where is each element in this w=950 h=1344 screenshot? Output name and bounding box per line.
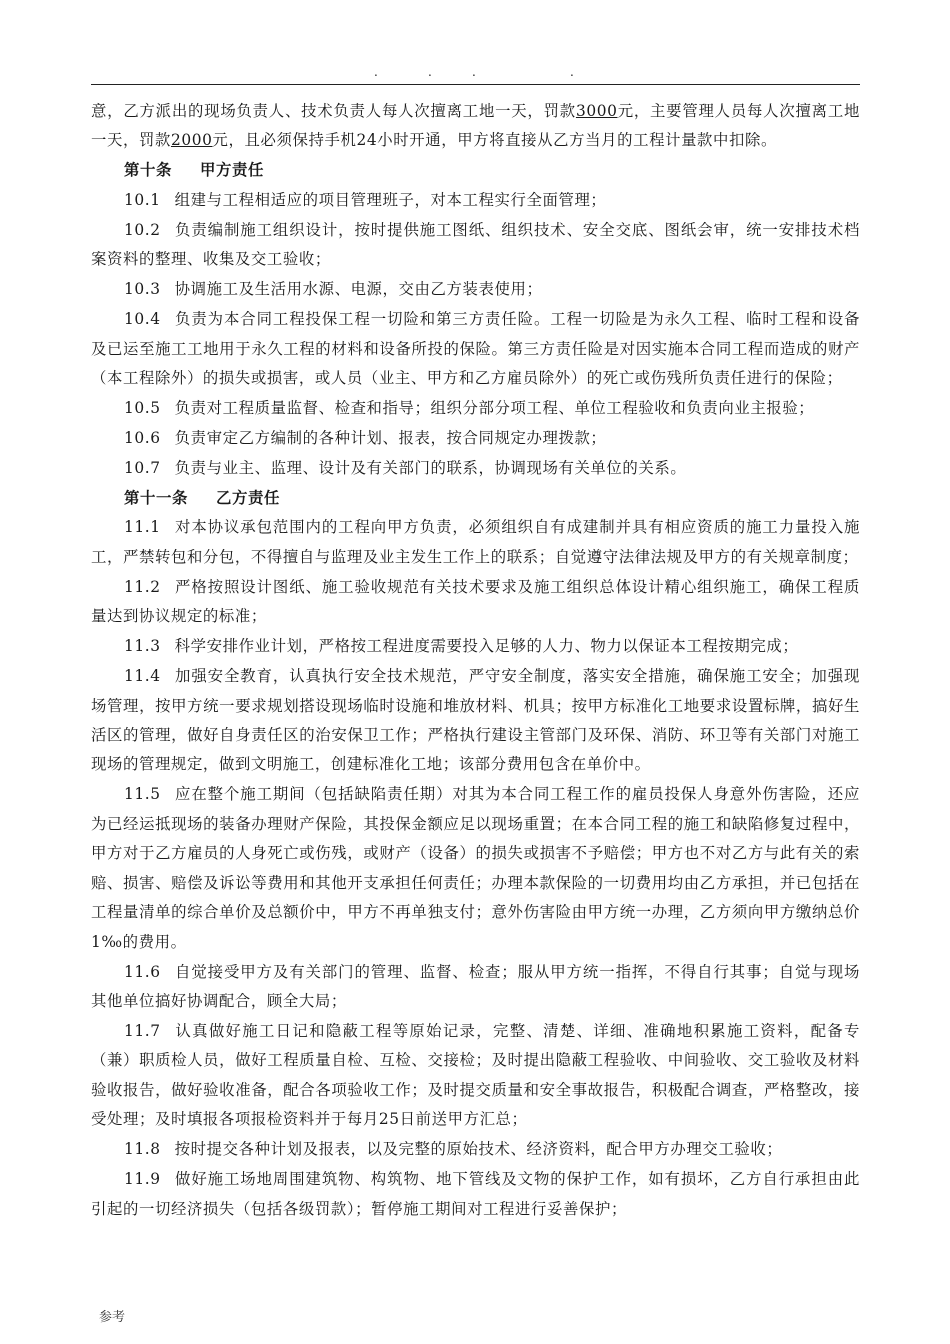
- header-rule: [91, 84, 860, 85]
- fine-amount: 2000: [170, 131, 213, 150]
- document-body: [91, 97, 860, 1225]
- clause-number: 10.6: [124, 429, 161, 448]
- clause-number: 11.7: [124, 1021, 161, 1040]
- clause-number: 11.8: [124, 1140, 161, 1159]
- clause-text: 自觉接受甲方及有关部门的管理、监督、检查；服从甲方统一指挥，不得自行其事；自觉与现场其他单位搞好协调配合，顾全大局；: [91, 962, 860, 1010]
- clause-number: 10.5: [124, 399, 161, 418]
- article-subtitle: 乙方责任: [215, 489, 280, 508]
- header-dot: .: [472, 65, 476, 79]
- clause-11-2: [91, 573, 860, 632]
- clause-text: 按时提交各种计划及报表，以及完整的原始技术、经济资料，配合甲方办理交工验收；: [174, 1140, 783, 1159]
- clause-11-3: [91, 632, 860, 661]
- header-dots: [360, 66, 590, 78]
- article-title: 第十条: [124, 161, 172, 180]
- article-11-heading: [91, 484, 860, 513]
- clause-number: 10.1: [124, 190, 161, 209]
- clause-11-7: [91, 1017, 860, 1135]
- clause-number: 11.2: [124, 577, 161, 596]
- clause-10-3: [91, 275, 860, 304]
- clause-10-1: [91, 186, 860, 215]
- intro-text: 意，乙方派出的现场负责人、技术负责人每人次擅离工地一天，罚款: [91, 102, 576, 120]
- clause-text: 负责为本合同工程投保工程一切险和第三方责任险。工程一切险是为永久工程、临时工程和设备及已运至施工工地用于永久工程的材料和设备所投的保险。第三方责任险是对因实施本合同工程而造成的财产（本工程除外）的损失或损害，或人员（业主、甲方和乙方雇员除外）的死亡或伤残所负责任进行的保险；: [91, 310, 860, 388]
- clause-number: 10.7: [124, 459, 161, 478]
- clause-number: 11.1: [124, 518, 161, 537]
- clause-10-4: [91, 305, 860, 393]
- clause-text: 科学安排作业计划，严格按工程进度需要投入足够的人力、物力以保证本工程按期完成；: [174, 637, 799, 656]
- clause-number: 10.3: [124, 280, 161, 299]
- clause-number: 11.6: [124, 962, 161, 981]
- clause-text: 协调施工及生活用水源、电源，交由乙方装表使用；: [174, 280, 543, 299]
- clause-text: 负责审定乙方编制的各种计划、报表，按合同规定办理拨款；: [174, 429, 607, 448]
- clause-11-9: [91, 1165, 860, 1224]
- fine-amount: 3000: [575, 102, 618, 120]
- clause-number: 10.4: [124, 310, 161, 329]
- clause-number: 11.4: [124, 667, 161, 686]
- intro-text: 元，主要管理人员每人次擅离工地一天，罚款: [91, 102, 860, 150]
- clause-text: 做好施工场地周围建筑物、构筑物、地下管线及文物的保护工作，如有损坏，乙方自行承担由此引起的一切经济损失（包括各级罚款）；暂停施工期间对工程进行妥善保护；: [91, 1170, 860, 1218]
- clause-11-4: [91, 662, 860, 780]
- clause-text: 负责编制施工组织设计，按时提供施工图纸、组织技术、安全交底、图纸会审，统一安排技术档案资料的整理、收集及交工验收；: [91, 220, 860, 269]
- header-dot: .: [428, 65, 432, 79]
- clause-number: 11.3: [124, 637, 161, 656]
- clause-text: 认真做好施工日记和隐蔽工程等原始记录，完整、清楚、详细、准确地积累施工资料，配备专（兼）职质检人员，做好工程质量自检、互检、交接检；及时提出隐蔽工程验收、中间验收、交工验收及材料验收报告，做好验收准备，配合各项验收工作；及时提交质量和安全事故报告，积极配合调查，严格整改，接受处理；及时填报各项报检资料并于每月25日前送甲方汇总；: [91, 1021, 860, 1129]
- clause-10-6: [91, 424, 860, 453]
- clause-10-5: [91, 394, 860, 423]
- clause-11-8: [91, 1135, 860, 1164]
- clause-number: 11.5: [124, 785, 161, 804]
- clause-text: 加强安全教育，认真执行安全技术规范，严守安全制度，落实安全措施，确保施工安全；加强现场管理，按甲方统一要求规划搭设现场临时设施和堆放材料、机具；按甲方标准化工地要求设置标牌，搞好生活区的管理，做好自身责任区的治安保卫工作；严格执行建设主管部门及环保、消防、环卫等有关部门对施工现场的管理规定，做到文明施工，创建标准化工地；该部分费用包含在单价中。: [91, 667, 860, 774]
- clause-text: 负责与业主、监理、设计及有关部门的联系，协调现场有关单位的关系。: [174, 459, 687, 478]
- clause-text: 应在整个施工期间（包括缺陷责任期）对其为本合同工程工作的雇员投保人身意外伤害险，还应为已经运抵现场的装备办理财产保险，其投保金额应足以现场重置；在本合同工程的施工和缺陷修复过程中，甲方对于乙方雇员的人身死亡或伤残，或财产（设备）的损失或损害不予赔偿；甲方也不对乙方与此有关的索赔、损害、赔偿及诉讼等费用和其他开支承担任何责任；办理本款保险的一切费用均由乙方承担，并已包括在工程量清单的综合单价及总额价中，甲方不再单独支付；意外伤害险由甲方统一办理，乙方须向甲方缴纳总价1‰的费用。: [91, 785, 860, 951]
- article-title: 第十一条: [124, 489, 188, 508]
- header-dot: .: [374, 65, 378, 79]
- clause-number: 10.2: [124, 220, 161, 239]
- article-subtitle: 甲方责任: [199, 161, 264, 180]
- intro-text: 元，且必须保持手机24小时开通，甲方将直接从乙方当月的工程计量款中扣除。: [212, 131, 778, 150]
- clause-number: 11.9: [124, 1170, 161, 1189]
- clause-text: 严格按照设计图纸、施工验收规范有关技术要求及施工组织总体设计精心组织施工，确保工程质量达到协议规定的标准；: [91, 577, 860, 626]
- clause-text: 对本协议承包范围内的工程向甲方负责，必须组织自有成建制并具有相应资质的施工力量投入施工，严禁转包和分包，不得擅自与监理及业主发生工作上的联系；自觉遵守法律法规及甲方的有关规章制度；: [91, 518, 860, 566]
- article-10-heading: [91, 156, 860, 185]
- clause-11-1: [91, 513, 860, 572]
- clause-10-7: [91, 454, 860, 483]
- clause-text: 组建与工程相适应的项目管理班子，对本工程实行全面管理；: [174, 190, 607, 209]
- clause-text: 负责对工程质量监督、检查和指导；组织分部分项工程、单位工程验收和负责向业主报验；: [174, 399, 815, 418]
- header-dot: .: [570, 65, 574, 79]
- footer-label: 参考: [99, 1310, 126, 1325]
- clause-10-2: [91, 216, 860, 275]
- clause-11-5: [91, 780, 860, 956]
- clause-11-6: [91, 958, 860, 1017]
- intro-paragraph: [91, 97, 860, 156]
